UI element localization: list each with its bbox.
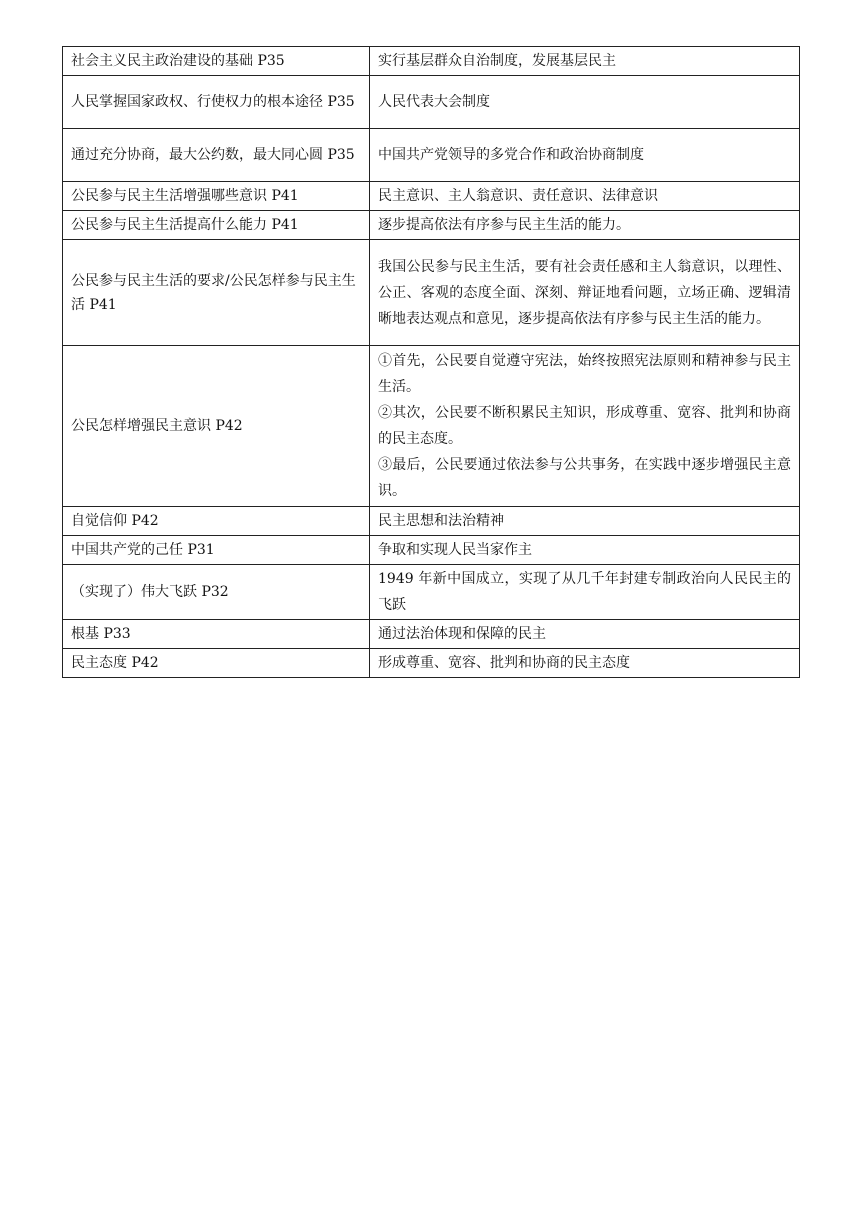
table-row: [63, 620, 800, 649]
answer-text: 民主意识、主人翁意识、责任意识、法律意识: [378, 188, 658, 204]
question-cell: 根基 P33: [63, 620, 370, 649]
answer-text: 民主思想和法治精神: [378, 513, 504, 529]
answer-cell: [370, 47, 800, 76]
answer-text: 形成尊重、宽容、批判和协商的民主态度: [378, 655, 630, 671]
table-row: [63, 507, 800, 536]
table-row: [63, 47, 800, 76]
table-row: [63, 649, 800, 678]
answer-text: ②其次，公民要不断积累民主知识，形成尊重、宽容、批判和协商的民主态度。: [378, 405, 791, 447]
answer-text: 争取和实现人民当家作主: [378, 542, 532, 558]
question-cell: 民主态度 P42: [63, 649, 370, 678]
answer-text: 人民代表大会制度: [378, 94, 490, 110]
question-cell: 公民参与民主生活提高什么能力 P41: [63, 211, 370, 240]
question-cell: （实现了）伟大飞跃 P32: [63, 565, 370, 620]
answer-text: 实行基层群众自治制度，发展基层民主: [378, 53, 616, 69]
answer-text: 我国公民参与民主生活，要有社会责任感和主人翁意识，以理性、公正、客观的态度全面、深刻、辩证地看问题，立场正确、逻辑清晰地表达观点和意见，逐步提高依法有序参与民主生活的能力。: [378, 258, 791, 327]
question-cell: 公民参与民主生活的要求/公民怎样参与民主生活 P41: [63, 240, 370, 346]
question-cell: 公民怎样增强民主意识 P42: [63, 346, 370, 507]
answer-cell: [370, 507, 800, 536]
notes-table: [62, 46, 800, 678]
table-row: [63, 346, 800, 507]
question-cell: 社会主义民主政治建设的基础 P35: [63, 47, 370, 76]
answer-cell: [370, 536, 800, 565]
question-cell: 通过充分协商，最大公约数，最大同心圆 P35: [63, 129, 370, 182]
table-row: [63, 76, 800, 129]
question-cell: 人民掌握国家政权、行使权力的根本途径 P35: [63, 76, 370, 129]
answer-cell: [370, 240, 800, 346]
answer-cell: [370, 182, 800, 211]
table-row: [63, 129, 800, 182]
answer-cell: [370, 565, 800, 620]
table-row: [63, 182, 800, 211]
answer-cell: [370, 76, 800, 129]
answer-text: 中国共产党领导的多党合作和政治协商制度: [378, 147, 644, 163]
question-cell: 中国共产党的己任 P31: [63, 536, 370, 565]
answer-text: 通过法治体现和保障的民主: [378, 626, 546, 642]
answer-text: ③最后，公民要通过依法参与公共事务，在实践中逐步增强民主意识。: [378, 457, 791, 499]
answer-cell: [370, 346, 800, 507]
question-cell: 自觉信仰 P42: [63, 507, 370, 536]
table-row: [63, 211, 800, 240]
answer-cell: [370, 129, 800, 182]
answer-text: 逐步提高依法有序参与民主生活的能力。: [378, 217, 630, 233]
question-cell: 公民参与民主生活增强哪些意识 P41: [63, 182, 370, 211]
answer-cell: [370, 211, 800, 240]
answer-text: 1949 年新中国成立，实现了从几千年封建专制政治向人民民主的飞跃: [378, 571, 791, 613]
answer-cell: [370, 649, 800, 678]
answer-text: ①首先，公民要自觉遵守宪法，始终按照宪法原则和精神参与民主生活。: [378, 353, 791, 395]
table-row: [63, 536, 800, 565]
answer-cell: [370, 620, 800, 649]
table-row: [63, 565, 800, 620]
table-row: [63, 240, 800, 346]
